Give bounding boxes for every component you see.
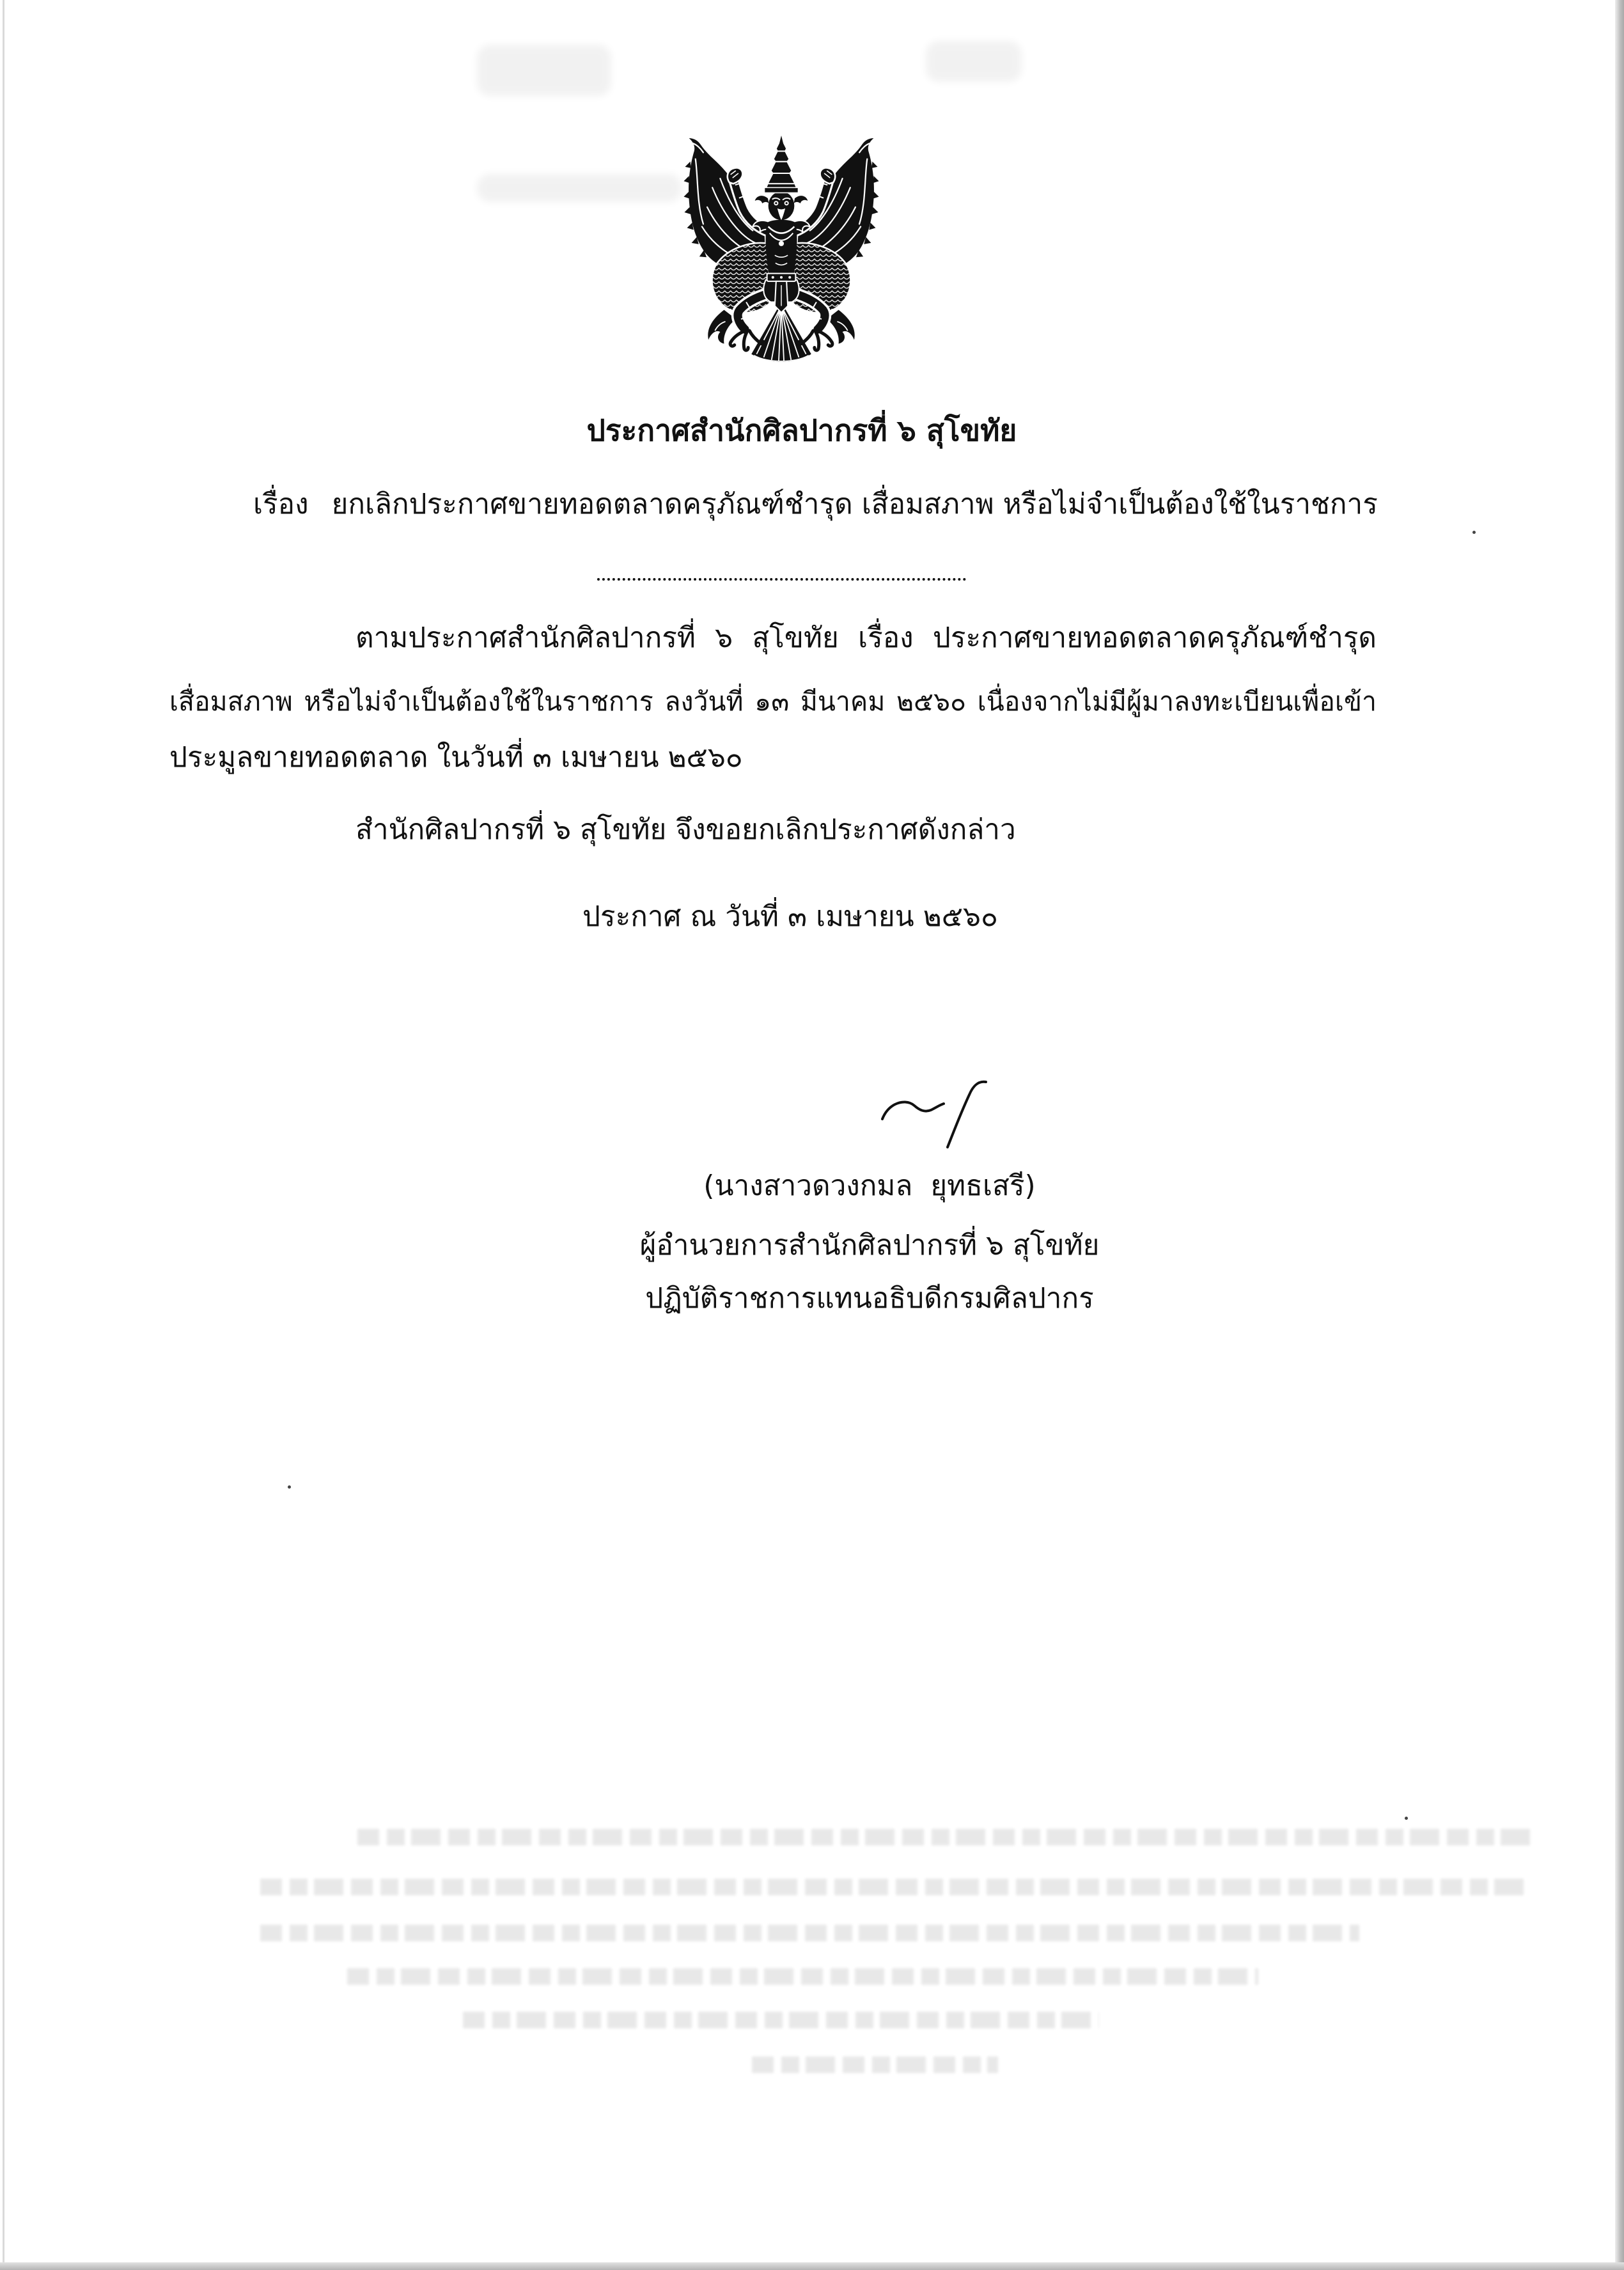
scan-edge-bottom: [0, 2262, 1624, 2270]
announcement-date: ประกาศ ณ วันที่ ๓ เมษายน ๒๕๖๐: [582, 900, 998, 933]
scan-edge-right: [1615, 0, 1624, 2270]
bleed-through-row: [357, 1829, 1537, 1845]
signatory-name: (นางสาวดวงกมล ยุทธเสรี): [703, 1170, 1036, 1202]
closing-paragraph: สำนักศิลปากรที่ ๖ สุโขทัย จึงขอยกเลิกประกาศดังกล่าว: [355, 813, 1016, 846]
body-line: ตามประกาศสำนักศิลปากรที่ ๖ สุโขทัย เรื่อง ประกาศขายทอดตลาดครุภัณฑ์ชำรุด: [355, 622, 1377, 654]
subject-line: [253, 483, 1404, 526]
bleed-through-row: [260, 1879, 1530, 1895]
signatory-position: ผู้อำนวยการสำนักศิลปากรที่ ๖ สุโขทัย: [639, 1229, 1100, 1262]
body-line: ประมูลขายทอดตลาด ในวันที่ ๓ เมษายน ๒๕๖๐: [169, 741, 743, 774]
body-line: เสื่อมสภาพ หรือไม่จำเป็นต้องใช้ในราชการ ลงวันที่ ๑๓ มีนาคม ๒๕๖๐ เนื่องจากไม่มีผู้มาลงทะเบียนเพื่อเข้า: [169, 686, 1377, 717]
garuda-wing-right: [793, 138, 878, 343]
scan-speck: [1405, 1817, 1408, 1820]
garuda-wing-left: [683, 138, 769, 343]
bleed-through-row: [347, 1968, 1258, 1985]
bleed-through-row: [463, 2012, 1099, 2028]
scan-edge-left: [3, 0, 4, 2270]
garuda-emblem: [683, 136, 880, 363]
garuda-crown: [765, 136, 799, 193]
bleed-through-row: [752, 2056, 998, 2073]
bleed-through-smudge: [926, 41, 1022, 82]
bleed-through-smudge: [477, 45, 611, 96]
bleed-through-smudge: [477, 174, 682, 202]
scan-speck: [1472, 531, 1476, 534]
announcement-title: ประกาศสำนักศิลปากรที่ ๖ สุโขทัย: [586, 413, 1017, 448]
subject-text: ยกเลิกประกาศขายทอดตลาดครุภัณฑ์ชำรุด เสื่อมสภาพ หรือไม่จำเป็นต้องใช้ในราชการ: [331, 488, 1378, 521]
garuda-head: [769, 191, 795, 220]
scan-speck: [288, 1485, 291, 1489]
bleed-through-row: [260, 1925, 1359, 1941]
garuda-body: [763, 220, 799, 313]
signatory-acting-for: ปฏิบัติราชการแทนอธิบดีกรมศิลปากร: [645, 1282, 1094, 1315]
title-divider: [597, 578, 966, 581]
subject-label: เรื่อง: [253, 488, 309, 521]
handwritten-signature: [876, 1074, 991, 1154]
